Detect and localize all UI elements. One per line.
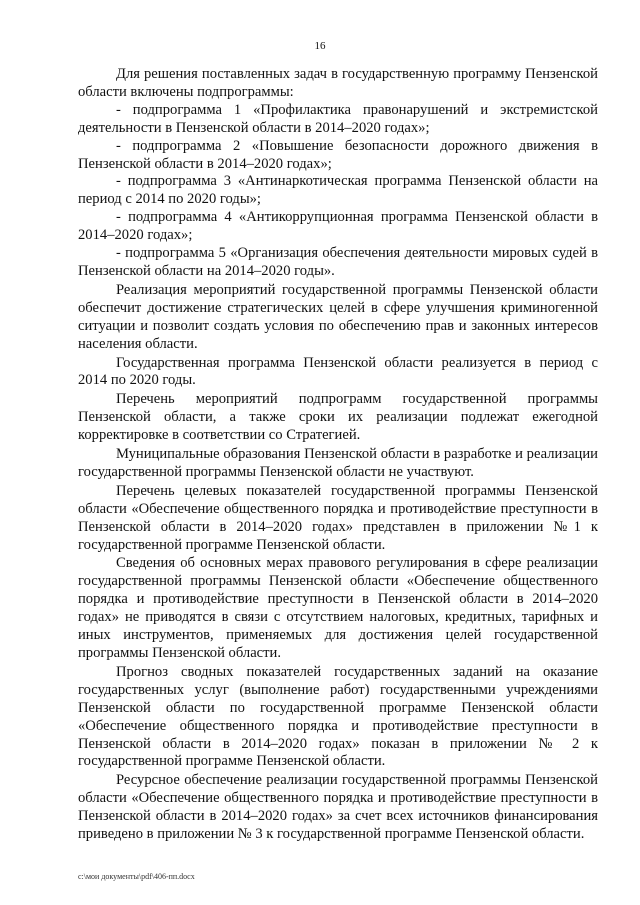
paragraph-implementation: Реализация мероприятий государственной программы Пензенской области обеспечит достижение стратегических целей в сфере улучшения криминогенной ситуации и позволит создать условия по обеспечению прав и законных интересов населения области. [78, 281, 598, 352]
document-body [78, 66, 598, 844]
paragraph-intro: Для решения поставленных задач в государственную программу Пензенской области включены подпрограммы: [78, 66, 598, 100]
subprogram-item-4: - подпрограмма 4 «Антикоррупционная программа Пензенской области в 2014–2020 годах»; [78, 209, 598, 244]
paragraph-resources: Ресурсное обеспечение реализации государственной программы Пензенской области «Обеспечение общественного порядка и противодействие преступности в Пензенской области в 2014–2020 годах» за счет всех источников финансирования приведено в приложении № 3 к государственной программе Пензенской области. [78, 772, 598, 843]
page-number: 16 [314, 40, 326, 52]
paragraph-municipalities: Муниципальные образования Пензенской области в разработке и реализации государственной программы Пензенской области не участвуют. [78, 446, 598, 480]
paragraph-forecast: Прогноз сводных показателей государственных заданий на оказание государственных услуг (выполнение работ) государственными учреждениями Пензенской области по государственной программе Пензенской области «Обеспечение общественного порядка и противодействие преступности в Пензенской области в 2014–2020 годах» показан в приложении № 2 к государственной программе Пензенской области. [78, 663, 598, 770]
paragraph-legal-regulation: Сведения об основных мерах правового регулирования в сфере реализации государственной программы Пензенской области «Обеспечение общественного порядка и противодействие преступности в Пензенской области в 2014–2020 годах» не приводятся в связи с отсутствием налоговых, кредитных, тарифных и иных инструментов, применяемых для достижения целей государственной программы Пензенской области. [78, 555, 598, 661]
subprogram-item-3: - подпрограмма 3 «Антинаркотическая программа Пензенской области на период с 2014 по 2020 годы»; [78, 173, 598, 208]
subprogram-item-5: - подпрограмма 5 «Организация обеспечения деятельности мировых судей в Пензенской области на 2014–2020 годы». [78, 245, 598, 279]
paragraph-target-indicators: Перечень целевых показателей государственной программы Пензенской области «Обеспечение общественного порядка и противодействие преступности в Пензенской области в 2014–2020 годах» представлен в приложении №1 к государственной программе Пензенской области. [78, 482, 598, 553]
subprogram-item-1: - подпрограмма 1 «Профилактика правонарушений и экстремистской деятельности в Пензенской области в 2014–2020 годах»; [78, 101, 598, 136]
subprogram-item-2: - подпрограмма 2 «Повышение безопасности дорожного движения в Пензенской области в 2014–2020 годах»; [78, 137, 598, 172]
paragraph-period: Государственная программа Пензенской области реализуется в период с 2014 по 2020 годы. [78, 354, 598, 389]
footer-file-path: c:\мои документы\pdf\406-пп.docx [78, 872, 195, 881]
paragraph-activities-list: Перечень мероприятий подпрограмм государственной программы Пензенской области, а также сроки их реализации подлежат ежегодной корректировке в соответствии со Стратегией. [78, 391, 598, 444]
